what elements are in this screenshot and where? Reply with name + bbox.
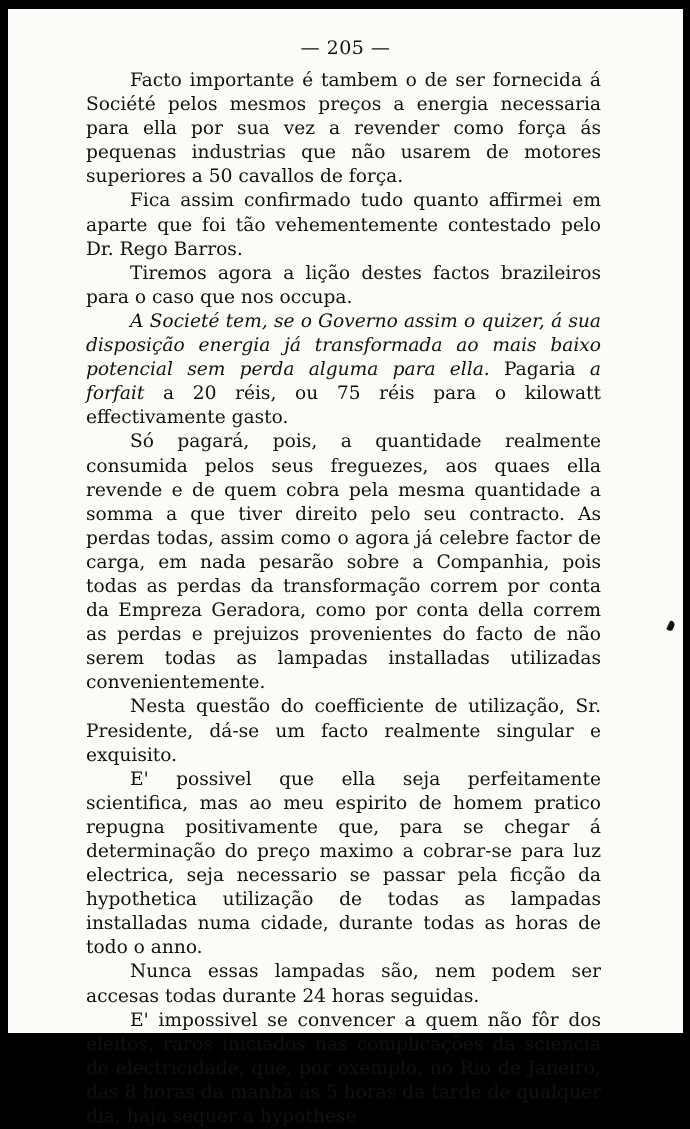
paragraph-2: [86, 189, 601, 261]
book-page: [8, 9, 683, 1128]
paragraph-8: [86, 960, 601, 1008]
paragraph-1: [86, 69, 601, 189]
paragraph-text: Pagaria: [489, 359, 590, 381]
paragraph-9: [86, 1009, 601, 1129]
paragraph-text: Nesta questão do coefficiente de utilização, Sr. Presidente, dá-se um facto realmente singular e exquisito.: [86, 696, 601, 766]
paragraph-6: [86, 695, 601, 767]
italic-quote: A Societé tem, se o Governo assim o quizer, á sua disposição energia já transformada ao mais baixo potencial sem perda alguma para ella.: [86, 310, 601, 381]
body-text: [86, 69, 601, 1129]
paragraph-3: [86, 262, 601, 310]
paragraph-7: [86, 768, 601, 961]
paragraph-text: Fica assim confirmado tudo quanto affirmei em aparte que foi tão vehementemente contestado pelo Dr. Rego Barros.: [86, 190, 601, 260]
paragraph-text: a 20 réis, ou 75 réis para o kilowatt effectivamente gasto.: [86, 383, 601, 429]
paragraph-text: Nunca essas lampadas são, nem podem ser accesas todas durante 24 horas seguidas.: [86, 961, 601, 1007]
page-number: — 205 —: [300, 37, 391, 59]
paragraph-text: E' possivel que ella seja perfeitamente scientifica, mas ao meu espirito de homem pratico repugna positivamente que, para se chegar á determinação do preço maximo a cobrar-se para luz electrica, seja necessario se passar pela ficção da hypothetica utilização de todas as lampadas installadas numa cidade, durante todas as horas de todo o anno.: [86, 768, 601, 959]
paragraph-4: [86, 310, 601, 430]
paragraph-text: Facto importante é tambem o de ser fornecida á Société pelos mesmos preços a energia necessaria para ella por sua vez a revender como força ás pequenas industrias que não usarem de motores superiores a 50 cavallos de força.: [86, 70, 601, 188]
paragraph-text: Só pagará, pois, a quantidade realmente consumida pelos seus freguezes, aos quaes ella revende e de quem cobra pela mesma quantidade a somma a que tiver direito pelo seu contracto. As perdas todas, assim como o agora já celebre factor de carga, em nada pesarão sobre a Companhia, pois todas as perdas da transformação correm por conta da Empreza Geradora, como por conta della correm as perdas e prejuizos provenientes do facto de não serem todas as lampadas installadas utilizadas convenientemente.: [86, 431, 601, 694]
paragraph-text: E' impossivel se convencer a quem não fôr dos eleitos, raros iniciados nas complicações da sciencia de electricidade, que, por exemplo, no Rio de Janeiro, das 8 horas da manhã ás 5 horas da tarde de qualquer dia, haja sequer a hypothese: [86, 1009, 601, 1128]
paragraph-text: Tiremos agora a lição destes factos brazileiros para o caso que nos occupa.: [86, 262, 601, 308]
ink-mark: [666, 620, 676, 632]
paragraph-5: [86, 430, 601, 695]
italic-term: a forfait: [86, 359, 601, 405]
